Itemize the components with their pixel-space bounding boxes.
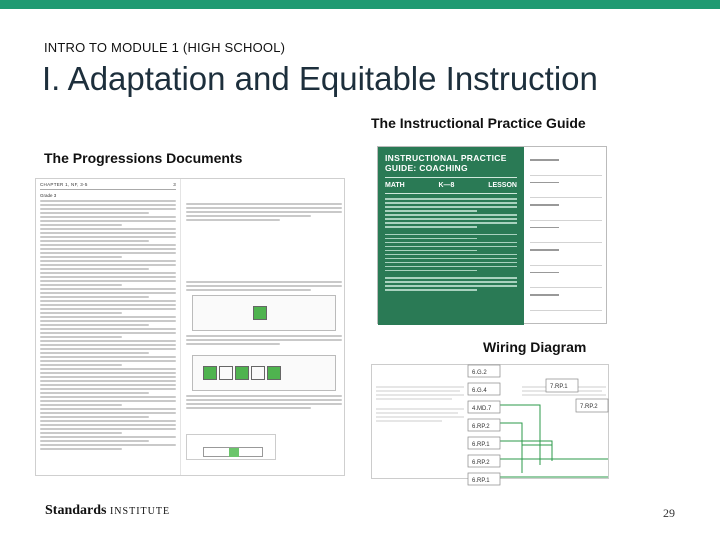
logo-sub-text: INSTITUTE (109, 506, 171, 517)
area-model-figure (192, 355, 336, 391)
wire-node-left: 4.MD.7 (472, 406, 492, 412)
practice-guide-form (524, 147, 608, 325)
standards-institute-logo (45, 503, 170, 519)
progressions-main-page (36, 179, 181, 475)
wiring-diagram-image (371, 364, 609, 484)
caption-progressions: The Progressions Documents (44, 150, 243, 166)
guide-col-math: MATH (385, 182, 405, 189)
wiring-diagram-svg (372, 365, 610, 484)
practice-guide-image (377, 146, 607, 324)
guide-title-line1: INSTRUCTIONAL PRACTICE (385, 153, 507, 163)
wire-node-left: 6.G.2 (472, 370, 487, 376)
doc-grade-heading: Grade 3 (40, 193, 57, 198)
page-number: 29 (663, 506, 675, 520)
caption-wiring: Wiring Diagram (483, 339, 587, 355)
logo-main-text: Standards (45, 503, 107, 518)
caption-practice-guide: The Instructional Practice Guide (371, 115, 586, 131)
fraction-bar-figure (186, 434, 276, 460)
slide-kicker: INTRO TO MODULE 1 (HIGH SCHOOL) (44, 40, 286, 55)
guide-title-line2: GUIDE: COACHING (385, 163, 468, 173)
progressions-document-image (35, 178, 345, 476)
wire-node-left: 6.G.4 (472, 388, 487, 394)
wire-node-left: 6.RP.1 (472, 478, 490, 484)
guide-columns (385, 182, 517, 189)
practice-guide-cover (378, 147, 524, 325)
doc-page-number: 3 (173, 182, 176, 187)
doc-chapter-header: CHAPTER 1, NF, 3-5 (40, 182, 88, 187)
wire-node-right: 7.RP.1 (550, 384, 568, 390)
guide-col-grade: K—8 (438, 182, 455, 189)
guide-col-lesson: LESSON (488, 182, 517, 189)
wire-node-left: 6.RP.2 (472, 424, 490, 430)
wire-node-left: 6.RP.1 (472, 442, 490, 448)
accent-bar (0, 0, 720, 9)
progressions-side-notes (186, 201, 342, 419)
slide-title: I. Adaptation and Equitable Instruction (42, 60, 598, 97)
number-line-figure (192, 295, 336, 331)
wire-node-left: 6.RP.2 (472, 460, 490, 466)
wire-node-right: 7.RP.2 (580, 404, 598, 410)
